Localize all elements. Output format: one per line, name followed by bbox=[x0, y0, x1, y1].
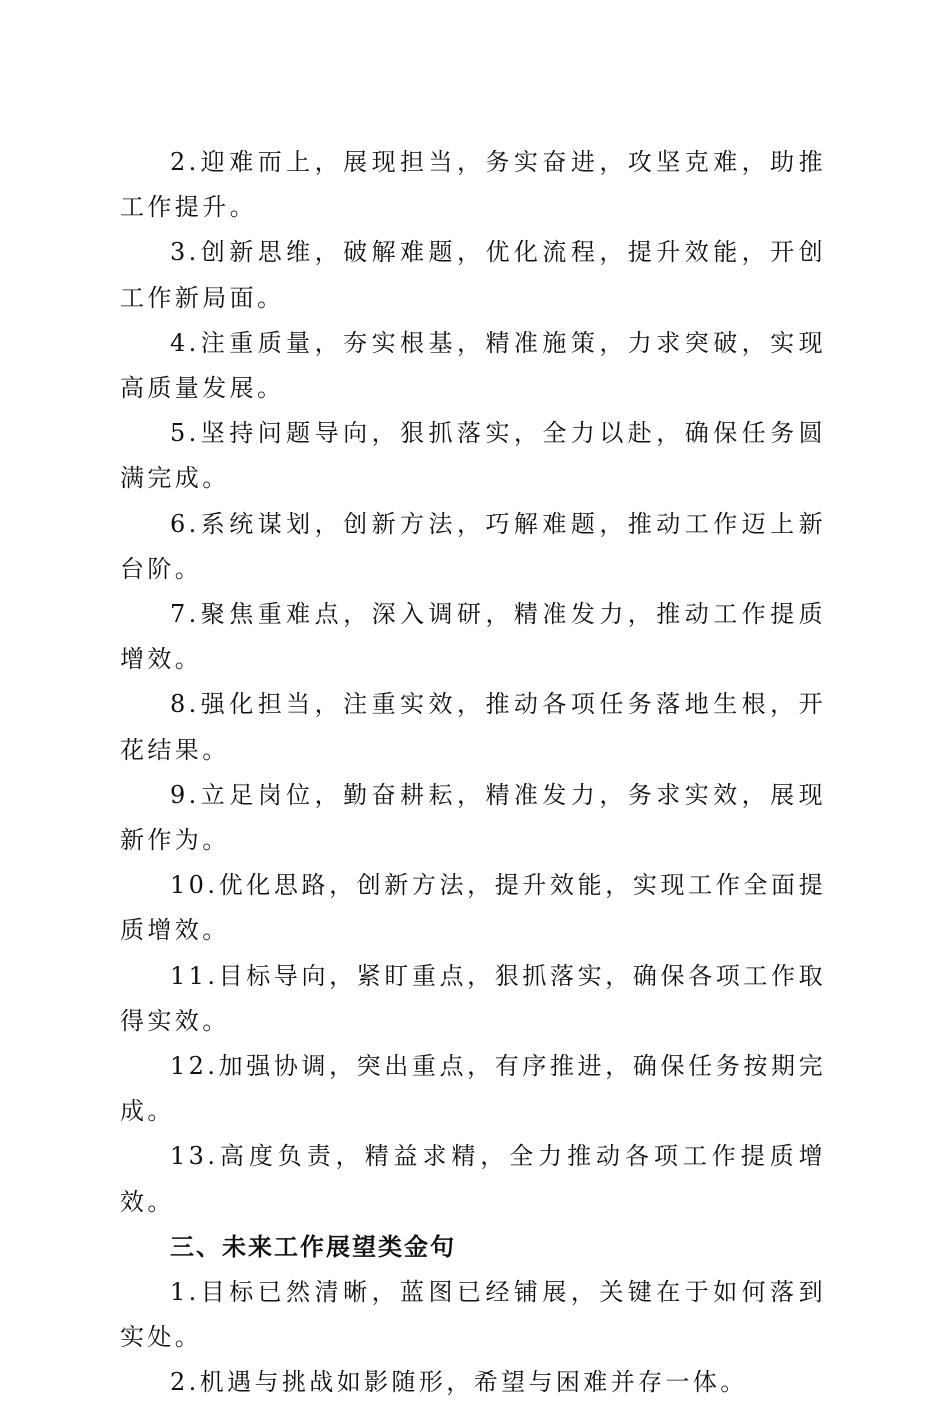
list-item: 4.注重质量，夯实根基，精准施策，力求突破，实现高质量发展。 bbox=[120, 328, 826, 403]
list-item: 5.坚持问题导向，狠抓落实，全力以赴，确保任务圆满完成。 bbox=[120, 419, 826, 493]
document-body bbox=[120, 140, 826, 1406]
list-item: 2.迎难而上，展现担当，务实奋进，攻坚克难，助推工作提升。 bbox=[120, 148, 826, 222]
list-item: 12.加强协调，突出重点，有序推进，确保任务按期完成。 bbox=[120, 1052, 826, 1126]
list-item: 1.目标已然清晰，蓝图已经铺展，关键在于如何落到实处。 bbox=[120, 1278, 826, 1352]
list-item: 7.聚焦重难点，深入调研，精准发力，推动工作提质增效。 bbox=[120, 600, 826, 674]
list-item: 6.系统谋划，创新方法，巧解难题，推动工作迈上新台阶。 bbox=[120, 509, 826, 583]
list-item: 8.强化担当，注重实效，推动各项任务落地生根，开花结果。 bbox=[120, 690, 826, 764]
list-item: 3.创新思维，破解难题，优化流程，提升效能，开创工作新局面。 bbox=[120, 238, 826, 312]
section-heading: 三、未来工作展望类金句 bbox=[170, 1232, 456, 1261]
list-item: 10.优化思路，创新方法，提升效能，实现工作全面提质增效。 bbox=[120, 871, 826, 945]
list-item: 11.目标导向，紧盯重点，狠抓落实，确保各项工作取得实效。 bbox=[120, 961, 826, 1035]
list-item: 2.机遇与挑战如影随形，希望与困难并存一体。 bbox=[170, 1368, 748, 1397]
list-item: 13.高度负责，精益求精，全力推动各项工作提质增效。 bbox=[120, 1142, 826, 1216]
list-item: 9.立足岗位，勤奋耕耘，精准发力，务求实效，展现新作为。 bbox=[120, 780, 826, 855]
